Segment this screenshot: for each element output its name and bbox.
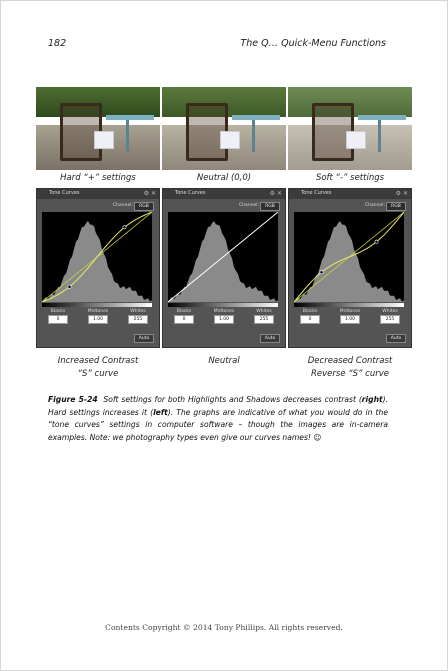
tone-curves-panel-increased	[36, 188, 160, 348]
whites-field[interactable]	[247, 309, 281, 324]
curve-caption-line1: Neutral	[208, 356, 240, 366]
midtones-field[interactable]	[207, 309, 241, 324]
chapter-title: The Q… Quick-Menu Functions	[240, 38, 386, 49]
curve-caption-line1: Decreased Contrast	[307, 356, 393, 366]
figure-caption	[48, 394, 388, 444]
whites-label: Whites	[382, 309, 398, 314]
histogram	[168, 221, 278, 302]
whites-input[interactable]: 255	[128, 315, 148, 324]
panel-title: Tone Curves	[301, 190, 332, 196]
histogram	[294, 221, 404, 302]
page-header	[48, 38, 386, 52]
figure-label: Figure 5-24	[48, 395, 98, 404]
whites-field[interactable]	[121, 309, 155, 324]
channel-select[interactable]: RGB	[386, 202, 406, 211]
window-controls-icon[interactable]: ⚙ ✕	[395, 190, 408, 197]
curve-svg	[168, 212, 278, 302]
midtones-field[interactable]	[333, 309, 367, 324]
curve-control-point[interactable]	[320, 271, 323, 274]
photo-soft	[288, 87, 412, 170]
page-footer: Contents Copyright © 2014 Tony Phillips. All rights reserved.	[105, 623, 343, 632]
blacks-field[interactable]	[167, 309, 201, 324]
channel-label: Channel:	[113, 203, 133, 208]
whites-input[interactable]: 255	[254, 315, 274, 324]
midtones-field[interactable]	[81, 309, 115, 324]
histogram	[42, 221, 152, 302]
auto-button[interactable]: Auto	[260, 334, 280, 343]
blacks-label: Blacks	[302, 309, 318, 314]
channel-label: Channel:	[365, 203, 385, 208]
channel-select[interactable]: RGB	[260, 202, 280, 211]
photo-hard	[36, 87, 160, 170]
auto-button[interactable]: Auto	[134, 334, 154, 343]
blacks-label: Blacks	[50, 309, 66, 314]
curve-control-point[interactable]	[68, 285, 71, 288]
photo-caption-hard: Hard “+” settings	[60, 173, 136, 183]
blacks-input[interactable]: 0	[174, 315, 194, 324]
tone-gradient-bar	[42, 303, 152, 307]
photo-caption-soft: Soft “-” settings	[315, 173, 385, 183]
whites-field[interactable]	[373, 309, 407, 324]
midtones-label: Midtones	[339, 309, 361, 314]
tone-gradient-bar	[168, 303, 278, 307]
photo-neutral	[162, 87, 286, 170]
midtones-label: Midtones	[213, 309, 235, 314]
curve-caption-line1: Increased Contrast	[57, 356, 139, 366]
curve-caption-increased	[36, 355, 160, 381]
curve-caption-neutral	[162, 355, 286, 368]
curve-plot[interactable]	[42, 212, 152, 302]
channel-label: Channel:	[239, 203, 259, 208]
tone-gradient-bar	[294, 303, 404, 307]
curve-plot[interactable]	[294, 212, 404, 302]
blacks-field[interactable]	[41, 309, 75, 324]
figure-text-3: ). The graphs are indicative of what you would do in the “tone curves” settings in computer software – though the images are in-camera examples. Note: we photography types even give our curves names! ☺	[48, 407, 388, 442]
curve-svg	[42, 212, 152, 302]
panel-title: Tone Curves	[49, 190, 80, 196]
tone-curves-panel-neutral	[162, 188, 286, 348]
figure-bold-right: right	[361, 395, 383, 404]
window-controls-icon[interactable]: ⚙ ✕	[269, 190, 282, 197]
curve-plot[interactable]	[168, 212, 278, 302]
photo-caption-neutral: Neutral (0,0)	[196, 173, 252, 183]
figure-text-1: Soft settings for both Highlights and Shadows decreases contrast (	[103, 395, 362, 404]
curve-caption-line2: Reverse “S” curve	[311, 369, 389, 379]
blacks-input[interactable]: 0	[48, 315, 68, 324]
figure-text-2: ). Hard settings increases it (	[48, 395, 388, 417]
curve-svg	[294, 212, 404, 302]
curve-control-point[interactable]	[375, 240, 378, 243]
midtones-label: Midtones	[87, 309, 109, 314]
curve-control-point[interactable]	[123, 226, 126, 229]
blacks-input[interactable]: 0	[300, 315, 320, 324]
tone-curves-panel-decreased	[288, 188, 412, 348]
midtones-input[interactable]: 1.00	[88, 315, 108, 324]
page-number: 182	[48, 38, 67, 49]
auto-button[interactable]: Auto	[386, 334, 406, 343]
curve-caption-decreased	[288, 355, 412, 381]
midtones-input[interactable]: 1.00	[340, 315, 360, 324]
panel-title: Tone Curves	[175, 190, 206, 196]
whites-label: Whites	[130, 309, 146, 314]
channel-select[interactable]: RGB	[134, 202, 154, 211]
curve-caption-line2: “S” curve	[77, 369, 119, 379]
figure-bold-left: left	[153, 407, 168, 417]
midtones-input[interactable]: 1.00	[214, 315, 234, 324]
blacks-field[interactable]	[293, 309, 327, 324]
whites-label: Whites	[256, 309, 272, 314]
whites-input[interactable]: 255	[380, 315, 400, 324]
window-controls-icon[interactable]: ⚙ ✕	[143, 190, 156, 197]
blacks-label: Blacks	[176, 309, 192, 314]
